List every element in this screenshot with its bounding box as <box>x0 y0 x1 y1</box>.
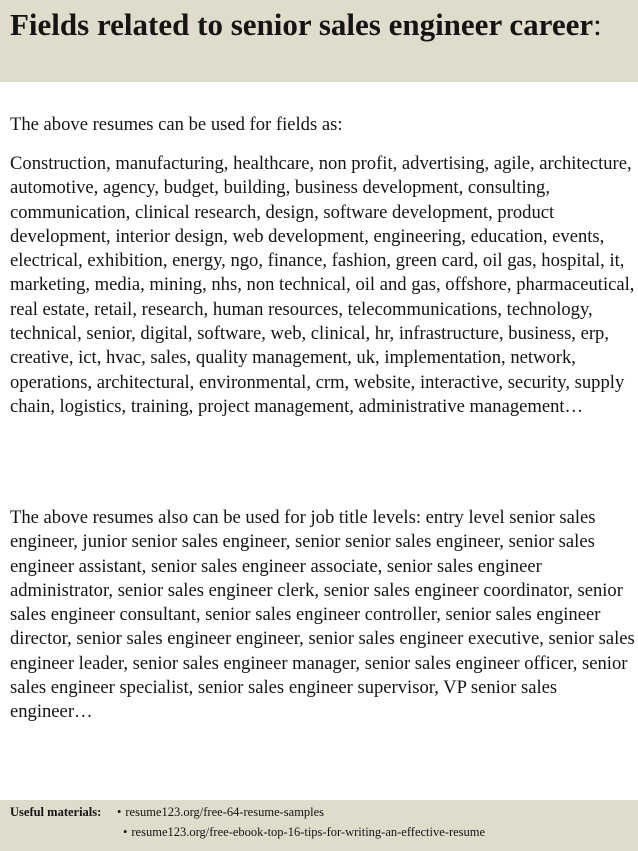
header-banner <box>0 0 638 82</box>
footer-bullet: • <box>123 825 128 839</box>
footer-banner <box>0 800 638 851</box>
intro-text: The above resumes can be used for fields as: <box>10 114 343 135</box>
footer-row-2 <box>10 822 628 842</box>
page-title <box>10 6 628 44</box>
page-title-text: Fields related to senior sales engineer career <box>10 7 594 42</box>
footer-link-resume-samples[interactable]: resume123.org/free-64-resume-samples <box>125 805 325 819</box>
footer-link-ebook-tips[interactable]: resume123.org/free-ebook-top-16-tips-for-writing-an-effective-resume <box>131 825 486 839</box>
fields-list-text: Construction, manufacturing, healthcare, non profit, advertising, agile, architecture, automotive, agency, budget, building, business development, consulting, communication, clinical research, design, software development, product development, interior design, web development, engineering, education, events, electrical, exhibition, energy, ngo, finance, fashion, green card, oil gas, hospital, it, marketing, media, mining, nhs, non technical, oil and gas, offshore, pharmaceutical, real estate, retail, research, human resources, telecommunications, technology, technical, senior, digital, software, web, clinical, hr, infrastructure, business, erp, creative, ict, hvac, sales, quality management, uk, implementation, network, operations, architectural, environmental, crm, website, interactive, security, supply chain, logistics, training, project management, administrative management… <box>10 153 635 417</box>
footer-label-spacer <box>10 822 123 842</box>
footer-label-colon: : <box>97 805 102 819</box>
footer-bullet: • <box>117 805 122 819</box>
footer-row-1 <box>10 802 628 822</box>
page-title-colon: : <box>593 7 602 42</box>
footer-label <box>10 802 117 822</box>
footer-label-text: Useful materials <box>10 805 98 819</box>
job-levels-text: The above resumes also can be used for job title levels: entry level senior sales engineer, junior senior sales engineer, senior senior sales engineer, senior sales engineer assistant, senior sales engineer associate, senior sales engineer administrator, senior sales engineer clerk, senior sales engineer coordinator, senior sales engineer consultant, senior sales engineer controller, senior sales engineer director, senior sales engineer engineer, senior sales engineer executive, senior sales engineer leader, senior sales engineer manager, senior sales engineer officer, senior sales engineer specialist, senior sales engineer supervisor, VP senior sales engineer… <box>10 507 635 723</box>
